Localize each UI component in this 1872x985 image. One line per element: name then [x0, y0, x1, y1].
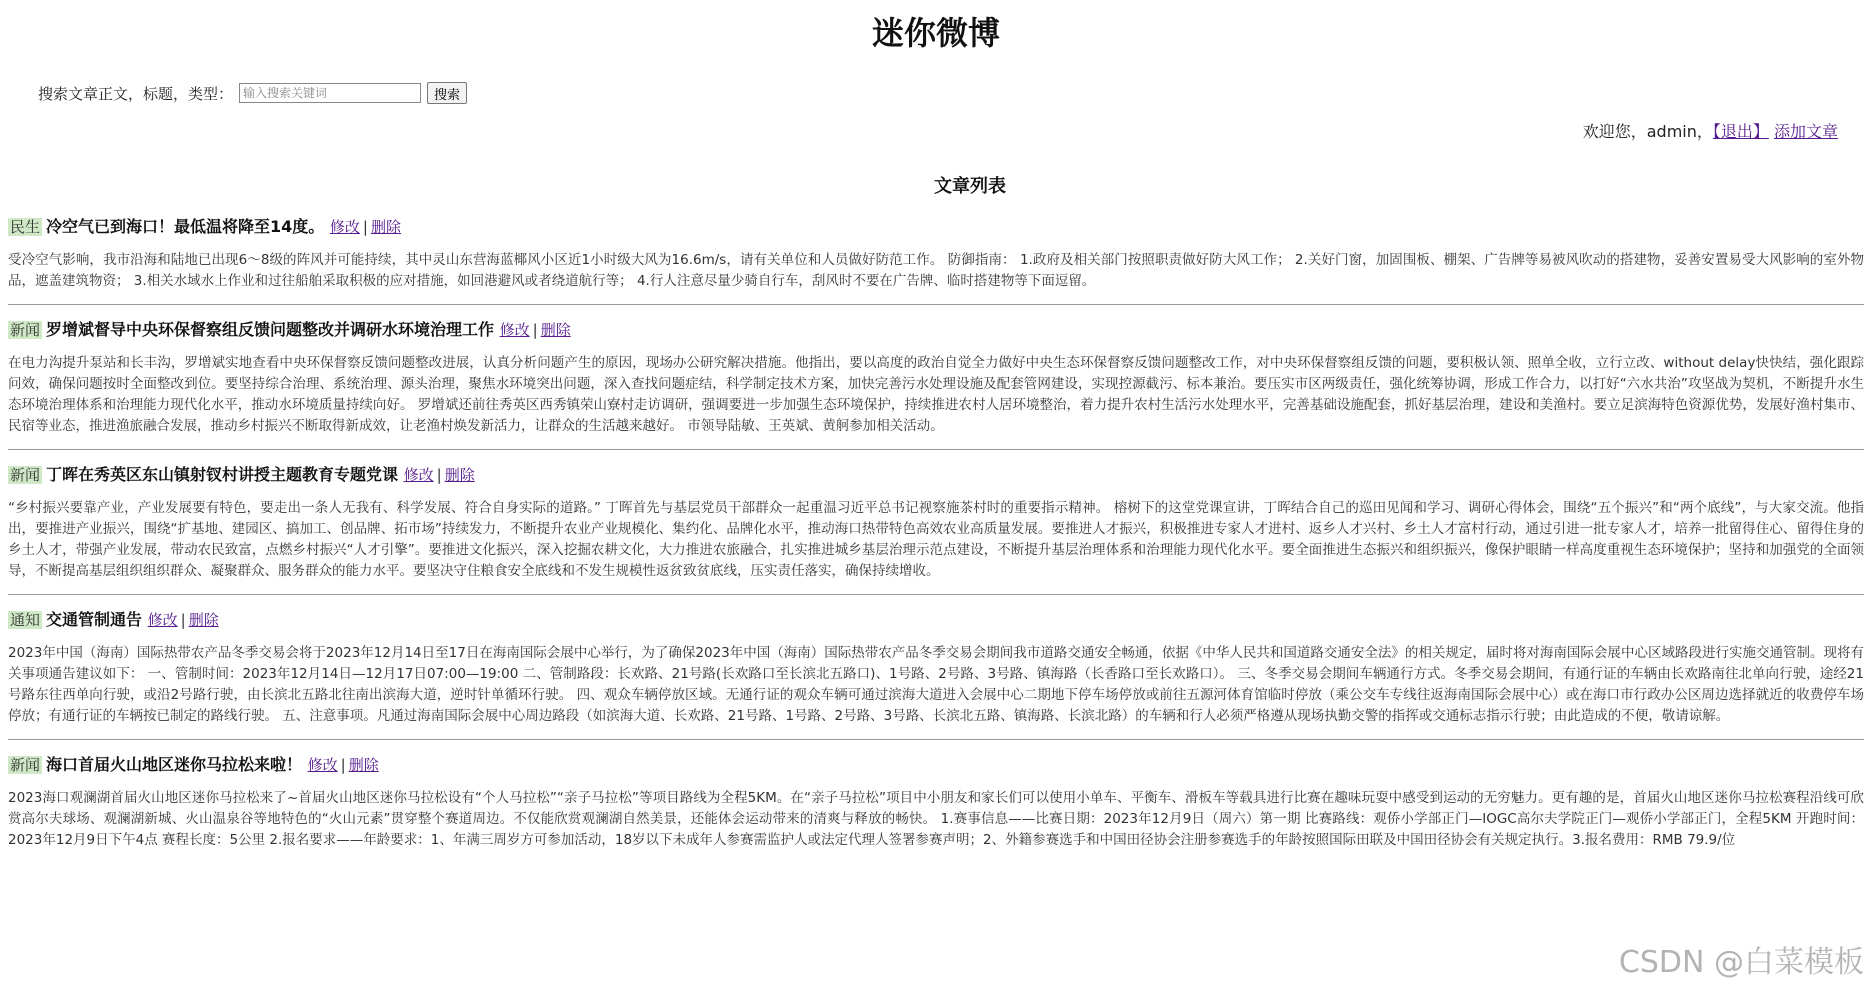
article-list	[8, 214, 1864, 875]
article-title: 海口首届火山地区迷你马拉松来啦！	[46, 755, 303, 774]
edit-link[interactable]: 修改	[329, 218, 360, 236]
action-separator: |	[180, 611, 186, 629]
article-title: 冷空气已到海口！最低温将降至14度。	[46, 217, 325, 236]
edit-link[interactable]: 修改	[307, 756, 338, 774]
article-header	[8, 607, 1864, 633]
article-type-badge: 民生	[10, 218, 41, 236]
article-header	[8, 214, 1864, 240]
article-type-badge: 通知	[10, 611, 41, 629]
article-item	[8, 214, 1864, 305]
action-separator: |	[532, 321, 538, 339]
edit-link[interactable]: 修改	[147, 611, 178, 629]
welcome-text: 欢迎您，admin，	[1582, 122, 1713, 141]
action-separator: |	[340, 756, 346, 774]
article-type-badge: 新闻	[10, 321, 41, 339]
search-input[interactable]	[239, 83, 421, 103]
action-separator: |	[436, 466, 442, 484]
article-body: 受冷空气影响，我市沿海和陆地已出现6～8级的阵风并可能持续，其中灵山东营海蓝椰风小区近1小时级大风为16.6m/s，请有关单位和人员做好防范工作。 防御指南： 1.政府及相关部门按照职责做好防大风工作； 2.关好门窗，加固围板、棚架、广告牌等易被风吹动的搭建物，妥善安置易受大风影响的室外物品，遮盖建筑物资； 3.相关水域水上作业和过往船舶采取积极的应对措施，如回港避风或者绕道航行等； 4.行人注意尽量少骑自行车，刮风时不要在广告牌、临时搭建物等下面逗留。	[8, 252, 1864, 289]
user-bar	[1583, 119, 1838, 142]
delete-link[interactable]: 删除	[540, 321, 571, 339]
article-body: 2023年中国（海南）国际热带农产品冬季交易会将于2023年12月14日至17日在海南国际会展中心举行，为了确保2023年中国（海南）国际热带农产品冬季交易会期间我市道路交通安全畅通，依据《中华人民共和国道路交通安全法》的相关规定，届时将对海南国际会展中心区域路段进行实施交通管制。现将有关事项通告建议如下： 一、管制时间：2023年12月14日—12月17日07:00—19:00 二、管制路段：长欢路、21号路(长欢路口至长滨北五路口)、1号路、2号路、3号路、镇海路（长香路口至长欢路口）。 三、冬季交易会期间车辆通行方式。冬季交易会期间，有通行证的车辆由长欢路南往北单向行驶，途经21号路东往西单向行驶，或沿2号路行驶，由长滨北五路北往南出滨海大道，逆时针单循环行驶。 四、观众车辆停放区域。无通行证的观众车辆可通过滨海大道进入会展中心二期地下停车场停放或前往五源河体育馆临时停放（乘公交车专线往返海南国际会展中心）或在海口市行政办公区周边选择就近的收费停车场停放；有通行证的车辆按已制定的路线行驶。 五、注意事项。凡通过海南国际会展中心周边路段（如滨海大道、长欢路、21号路、1号路、2号路、3号路、长滨北五路、镇海路、长滨北路）的车辆和行人必须严格遵从现场执勤交警的指挥或交通标志指示行驶；由此造成的不便，敬请谅解。	[8, 645, 1864, 724]
article-title: 丁晖在秀英区东山镇射钗村讲授主题教育专题党课	[46, 465, 399, 484]
article-body: 在电力沟提升泵站和长丰沟，罗增斌实地查看中央环保督察反馈问题整改进展，认真分析问题产生的原因，现场办公研究解决措施。他指出，要以高度的政治自觉全力做好中央生态环保督察反馈问题整改工作，对中央环保督察组反馈的问题，要积极认领、照单全收，立行立改、without delay快快结，强化跟踪问效，确保问题按时全面整改到位。要坚持综合治理、系统治理、源头治理，聚焦水环境突出问题，深入查找问题症结，科学制定技术方案，加快完善污水处理设施及配套管网建设，实现控源截污、标本兼治。要压实市区两级责任，强化统筹协调，形成工作合力，以打好“六水共治”攻坚战为契机，不断提升水生态环境治理体系和治理能力现代化水平，推动水环境质量持续向好。 罗增斌还前往秀英区西秀镇荣山寮村走访调研，强调要进一步加强生态环境保护，持续推进农村人居环境整治，着力提升农村生活污水处理水平，完善基础设施配套，抓好基层治理，建设和美渔村。要立足滨海特色资源优势，发展好渔村集市、民宿等业态，推进渔旅融合发展，推动乡村振兴不断取得新成效，让老渔村焕发新活力，让群众的生活越来越好。 市领导陆敏、王英斌、黄舸参加相关活动。	[8, 355, 1864, 434]
delete-link[interactable]: 删除	[188, 611, 219, 629]
article-header	[8, 752, 1864, 778]
action-separator: |	[362, 218, 368, 236]
logout-link[interactable]: 【退出】	[1712, 122, 1769, 141]
article-item	[8, 317, 1864, 450]
article-item	[8, 752, 1864, 863]
add-article-link[interactable]: 添加文章	[1773, 122, 1838, 141]
article-body: 2023海口观澜湖首届火山地区迷你马拉松来了~首届火山地区迷你马拉松设有“个人马拉松”“亲子马拉松”等项目路线为全程5KM。在“亲子马拉松”项目中小朋友和家长们可以使用小单车、平衡车、滑板车等载具进行比赛在趣味玩耍中感受到运动的无穷魅力。更有趣的是，首届火山地区迷你马拉松赛程沿线可欣赏高尔夫球场、观澜湖新城、火山温泉谷等地特色的“火山元素”贯穿整个赛道周边。不仅能欣赏观澜湖自然美景，还能体会运动带来的清爽与释放的畅快。 1.赛事信息——比赛日期：2023年12月9日（周六）第一期 比赛路线：观侨小学部正门—IOGC高尔夫学院正门—观侨小学部正门，全程5KM 开跑时间：2023年12月9日下午4点 赛程长度：5公里 2.报名要求——年龄要求：1、年满三周岁方可参加活动，18岁以下未成年人参赛需监护人或法定代理人签署参赛声明；2、外籍参赛选手和中国田径协会注册参赛选手的年龄按照国际田联及中国田径协会有关规定执行。3.报名费用：RMB 79.9/位	[8, 790, 1864, 848]
edit-link[interactable]: 修改	[403, 466, 434, 484]
search-bar	[38, 80, 467, 106]
article-item	[8, 462, 1864, 595]
article-title: 罗增斌督导中央环保督察组反馈问题整改并调研水环境治理工作	[46, 320, 495, 339]
article-item	[8, 607, 1864, 740]
search-label: 搜索文章正文，标题，类型：	[38, 84, 234, 103]
search-button[interactable]: 搜索	[427, 82, 467, 104]
delete-link[interactable]: 删除	[444, 466, 475, 484]
article-body: “乡村振兴要靠产业，产业发展要有特色，要走出一条人无我有、科学发展、符合自身实际的道路。” 丁晖首先与基层党员干部群众一起重温习近平总书记视察施茶村时的重要指示精神。 榕树下的这堂党课宣讲，丁晖结合自己的巡田见闻和学习、调研心得体会，围绕“五个振兴”和“两个底线”，与大家交流。他指出，要推进产业振兴，围绕“扩基地、建园区、搞加工、创品牌、拓市场”持续发力，不断提升农业产业规模化、集约化、品牌化水平，推动海口热带特色高效农业高质量发展。要推进人才振兴，积极推进专家人才进村、返乡人才兴村、乡土人才富村行动，通过引进一批专家人才，培养一批留得住心、留得住身的乡土人才，带强产业发展，带动农民致富，点燃乡村振兴“人才引擎”。要推进文化振兴，深入挖掘农耕文化，大力推进农旅融合，扎实推进城乡基层治理示范点建设，不断提升基层治理体系和治理能力现代化水平。要全面推进生态振兴和组织振兴，像保护眼睛一样高度重视生态环境保护；坚持和加强党的全面领导，不断提高基层组织组织群众、凝聚群众、服务群众的能力水平。要坚决守住粮食安全底线和不发生规模性返贫致贫底线，压实责任落实，确保持续增收。	[8, 500, 1864, 579]
edit-link[interactable]: 修改	[499, 321, 530, 339]
delete-link[interactable]: 删除	[370, 218, 401, 236]
article-list-title: 文章列表	[934, 176, 1006, 197]
article-header	[8, 462, 1864, 488]
article-type-badge: 新闻	[10, 466, 41, 484]
article-type-badge: 新闻	[10, 756, 41, 774]
csdn-watermark: CSDN @白菜模板	[1618, 945, 1864, 980]
article-header	[8, 317, 1864, 343]
delete-link[interactable]: 删除	[348, 756, 379, 774]
page-title: 迷你微博	[871, 14, 1000, 52]
article-title: 交通管制通告	[46, 610, 143, 629]
